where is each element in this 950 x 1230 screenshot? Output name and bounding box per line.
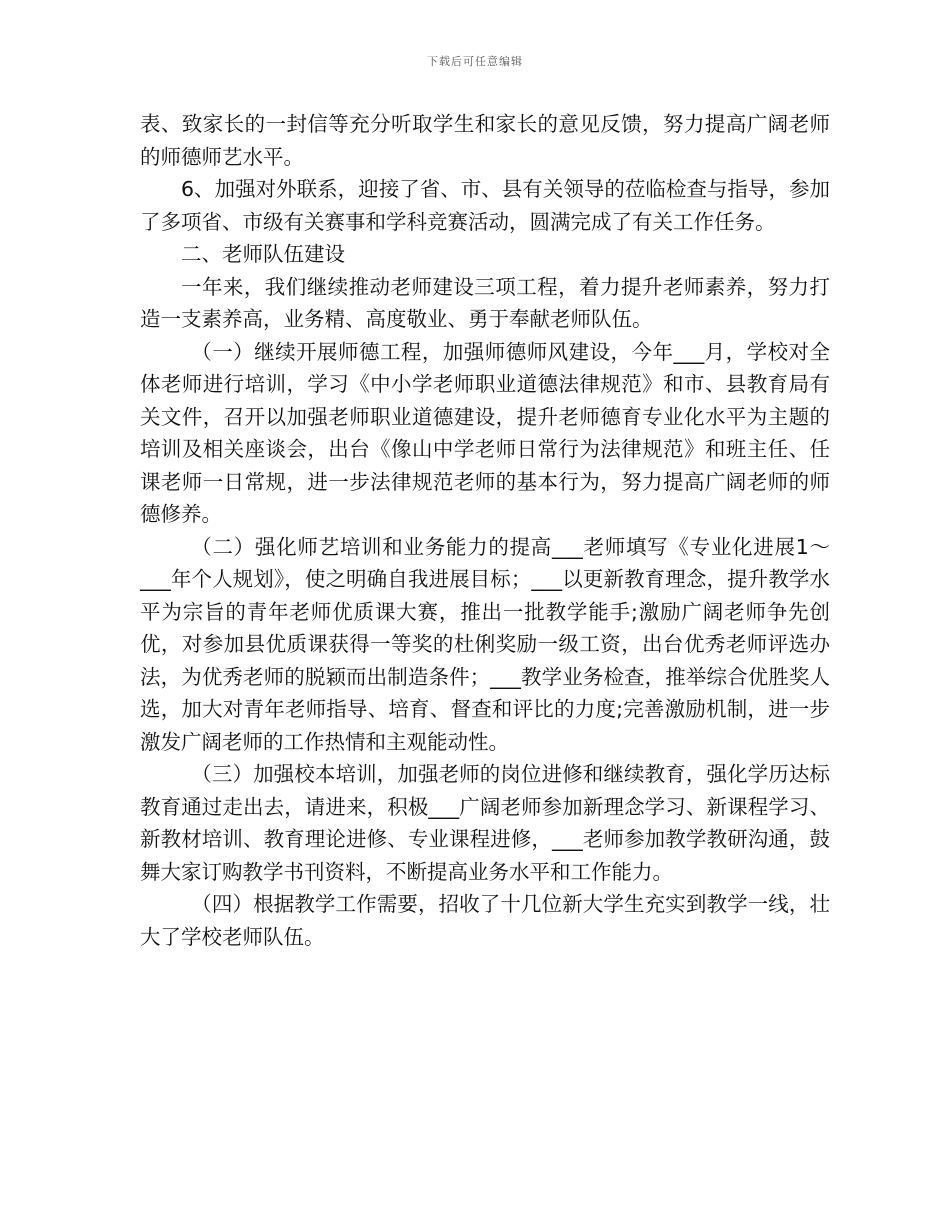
paragraph-item-3: （三）加强校本培训，加强老师的岗位进修和继续教育，强化学历达标教育通过走出去，请进来，积极___广阔老师参加新理念学习、新课程学习、新教材培训、教育理论进修、专业课程进修，___老师参加教学教研沟通，鼓舞大家订购教学书刊资料，不断提高业务水平和工作能力。	[140, 762, 830, 884]
document-body	[140, 108, 830, 953]
paragraph-external-liaison: 6、加强对外联系，迎接了省、市、县有关领导的莅临检查与指导，参加了多项省、市级有关赛事和学科竞赛活动，圆满完成了有关工作任务。	[140, 177, 830, 234]
paragraph-intro: 一年来，我们继续推动老师建设三项工程，着力提升老师素养，努力打造一支素养高，业务精、高度敬业、勇于奉献老师队伍。	[140, 274, 830, 331]
paragraph-continuation: 表、致家长的一封信等充分听取学生和家长的意见反馈，努力提高广阔老师的师德师艺水平。	[140, 112, 830, 169]
paragraph-item-4: （四）根据教学工作需要，招收了十几位新大学生充实到教学一线，壮大了学校老师队伍。	[140, 892, 830, 949]
section-heading-teacher-team: 二、老师队伍建设	[181, 242, 345, 266]
page-header: 下载后可任意编辑	[427, 55, 523, 68]
paragraph-item-1: （一）继续开展师德工程，加强师德师风建设，今年___月，学校对全体老师进行培训，学习《中小学老师职业道德法律规范》和市、县教育局有关文件，召开以加强老师职业道德建设，提升老师德育专业化水平为主题的培训及相关座谈会，出台《像山中学老师日常行为法律规范》和班主任、任课老师一日常规，进一步法律规范老师的基本行为，努力提高广阔老师的师德修养。	[140, 339, 830, 526]
paragraph-item-2: （二）强化师艺培训和业务能力的提高___老师填写《专业化进展1～___年个人规划》，使之明确自我进展目标；___以更新教育理念，提升教学水平为宗旨的青年老师优质课大赛，推出一批教学能手;激励广阔老师争先创优，对参加县优质课获得一等奖的杜俐奖励一级工资，出台优秀老师评选办法，为优秀老师的脱颖而出制造条件；___教学业务检查，推举综合优胜奖人选，加大对青年老师指导、培育、督查和评比的力度;完善激励机制，进一步激发广阔老师的工作热情和主观能动性。	[140, 534, 830, 754]
